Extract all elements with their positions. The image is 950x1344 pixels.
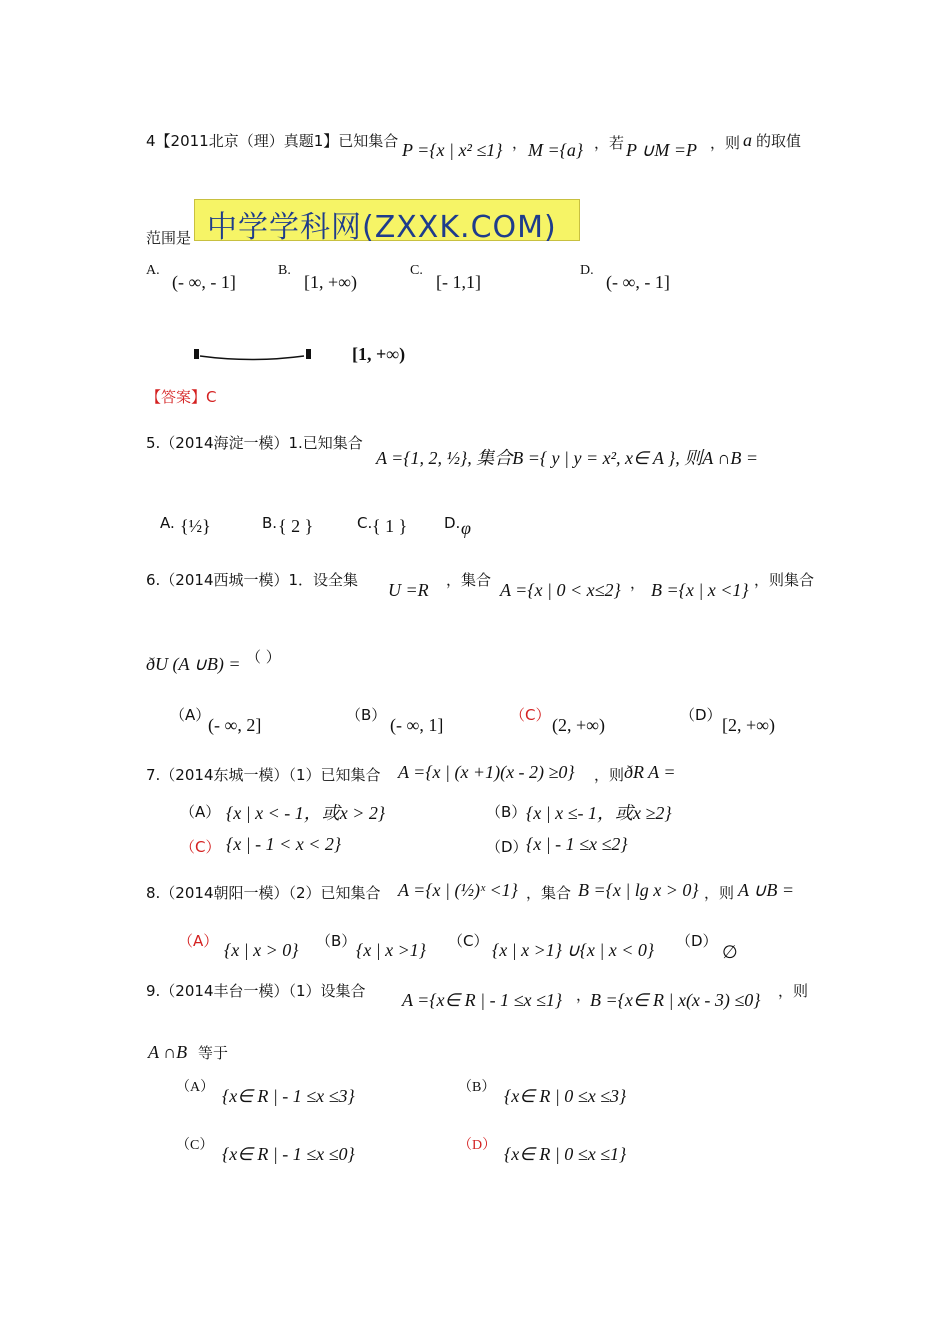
zxxk-watermark-text: 中学学科网(ZXXK.COM) bbox=[207, 210, 557, 245]
q4-union: P ∪M =P bbox=[626, 140, 697, 160]
q9-set-b: B ={x∈ R | x(x - 3) ≤0} bbox=[590, 990, 761, 1010]
q4-opt-b-label: B. bbox=[278, 263, 291, 278]
q6-set-a: A ={x | 0 < x≤2} bbox=[500, 580, 621, 600]
q7-opt-b: {x | x ≤- 1，或x ≥2} bbox=[526, 803, 672, 823]
q4-opt-d: (- ∞, - 1] bbox=[606, 272, 670, 292]
q4-var-a: a bbox=[743, 130, 752, 150]
q5-opt-d: φ bbox=[461, 518, 471, 538]
q9-opt-d: {x∈ R | 0 ≤x ≤1} bbox=[504, 1144, 627, 1164]
q9-set-a: A ={x∈ R | - 1 ≤x ≤1} bbox=[402, 990, 563, 1010]
q7-opt-d: {x | - 1 ≤x ≤2} bbox=[526, 834, 628, 854]
q4-opt-b: [1, +∞) bbox=[304, 272, 357, 292]
q6-paren: （ ） bbox=[246, 648, 281, 666]
q6-tail: ，则集合 bbox=[754, 571, 815, 589]
q6-heading: 6.（2014西城一模）1．设全集 bbox=[146, 571, 359, 589]
q4-opt-c-label: C. bbox=[410, 263, 423, 278]
q9-tail: ，则 bbox=[778, 982, 809, 1000]
q6-complement-expr: ðU (A ∪B) = bbox=[146, 654, 241, 674]
q8-opt-a-label: （A） bbox=[178, 932, 219, 950]
q8-opt-d-label: （D） bbox=[676, 932, 718, 950]
q6-opt-d-label: （D） bbox=[680, 706, 722, 724]
q4-set-p: P ={x | x² ≤1} bbox=[402, 140, 503, 160]
q7-opt-c: {x | - 1 < x < 2} bbox=[226, 834, 342, 854]
q7-complement: ðR A = bbox=[624, 762, 676, 782]
q4-fill-blank bbox=[192, 346, 316, 364]
q5-opt-b: { 2 } bbox=[278, 516, 314, 536]
q6-opt-a: (- ∞, 2] bbox=[208, 715, 262, 735]
q7-opt-d-label: （D） bbox=[486, 838, 528, 856]
q7-opt-a: {x | x < - 1，或x > 2} bbox=[226, 803, 386, 823]
q4-opt-c: [- 1,1] bbox=[436, 272, 481, 292]
q7-heading: 7.（2014东城一模）（1）已知集合 bbox=[146, 766, 381, 784]
q9-sep: ， bbox=[576, 986, 592, 1004]
q5-opt-a: {½} bbox=[180, 516, 211, 536]
q5-opt-b-label: B. bbox=[262, 514, 278, 532]
q9-opt-b: {x∈ R | 0 ≤x ≤3} bbox=[504, 1086, 627, 1106]
q8-mid: ，集合 bbox=[526, 884, 572, 902]
q4-heading: 4【2011北京（理）真题1】已知集合 bbox=[146, 132, 399, 150]
q7-opt-a-label: （A） bbox=[180, 803, 221, 821]
q9-opt-d-label: （D） bbox=[458, 1138, 497, 1153]
q7-opt-c-label: （C） bbox=[180, 838, 221, 856]
q6-universe: U =R bbox=[388, 580, 429, 600]
q5-opt-c: { 1 } bbox=[372, 516, 408, 536]
q4-answer: 【答案】C bbox=[146, 388, 217, 406]
q6-set-b: B ={x | x <1} bbox=[651, 580, 749, 600]
q9-heading: 9.（2014丰台一模）（1）设集合 bbox=[146, 982, 366, 1000]
q5-heading: 5.（2014海淀一模）1.已知集合 bbox=[146, 434, 363, 452]
q6-opt-b-label: （B） bbox=[346, 706, 387, 724]
q9-opt-a-label: （A） bbox=[176, 1080, 215, 1095]
q8-set-a: A ={x | (½)ˣ <1} bbox=[398, 880, 518, 900]
q8-opt-c-label: （C） bbox=[448, 932, 489, 950]
q6-opt-b: (- ∞, 1] bbox=[390, 715, 444, 735]
q8-opt-c: {x | x >1} ∪{x | x < 0} bbox=[492, 940, 655, 960]
q6-opt-c: (2, +∞) bbox=[552, 715, 605, 735]
q4-ze: ，则 bbox=[710, 134, 741, 152]
q7-opt-b-label: （B） bbox=[486, 803, 527, 821]
q4-comma: ， bbox=[512, 134, 528, 152]
q8-opt-a: {x | x > 0} bbox=[224, 940, 299, 960]
q6-opt-a-label: （A） bbox=[170, 706, 211, 724]
q6-mid: ，集合 bbox=[446, 571, 492, 589]
q9-opt-c-label: （C） bbox=[176, 1138, 214, 1153]
q7-tail: ，则 bbox=[594, 766, 625, 784]
q6-opt-c-label: （C） bbox=[510, 706, 551, 724]
q4-fanwei: 范围是 bbox=[146, 229, 192, 247]
q5-opt-c-label: C. bbox=[357, 514, 373, 532]
q6-opt-d: [2, +∞) bbox=[722, 715, 775, 735]
q4-quzhi: 的取值 bbox=[756, 132, 802, 150]
q9-opt-b-label: （B） bbox=[458, 1080, 496, 1095]
q4-opt-a: (- ∞, - 1] bbox=[172, 272, 236, 292]
q8-opt-b-label: （B） bbox=[316, 932, 357, 950]
q8-tail: ，则 bbox=[704, 884, 735, 902]
q7-set-a: A ={x | (x +1)(x - 2) ≥0} bbox=[398, 762, 575, 782]
q9-opt-a: {x∈ R | - 1 ≤x ≤3} bbox=[222, 1086, 355, 1106]
q8-heading: 8.（2014朝阳一模）（2）已知集合 bbox=[146, 884, 381, 902]
q5-expr: A ={1, 2, ½}, 集合B ={ y | y = x², x∈ A }, 则A ∩B = bbox=[376, 448, 759, 468]
q9-dengyu: 等于 bbox=[198, 1044, 229, 1062]
q8-opt-b: {x | x >1} bbox=[356, 940, 426, 960]
zxxk-watermark-banner bbox=[194, 199, 580, 245]
q8-opt-d: ∅ bbox=[722, 942, 738, 962]
q4-fill-answer: [1, +∞) bbox=[352, 344, 406, 364]
q6-comma: ， bbox=[630, 574, 646, 592]
q4-set-m: M ={a} bbox=[528, 140, 584, 160]
q9-intersection: A ∩B bbox=[148, 1042, 188, 1062]
q5-opt-a-label: A. bbox=[160, 514, 175, 532]
q8-set-b: B ={x | lg x > 0} bbox=[578, 880, 699, 900]
q4-opt-a-label: A. bbox=[146, 263, 160, 278]
q5-opt-d-label: D. bbox=[444, 514, 461, 532]
q4-ruo: ，若 bbox=[594, 134, 625, 152]
q9-opt-c: {x∈ R | - 1 ≤x ≤0} bbox=[222, 1144, 355, 1164]
q4-opt-d-label: D. bbox=[580, 263, 594, 278]
q8-union: A ∪B = bbox=[738, 880, 794, 900]
